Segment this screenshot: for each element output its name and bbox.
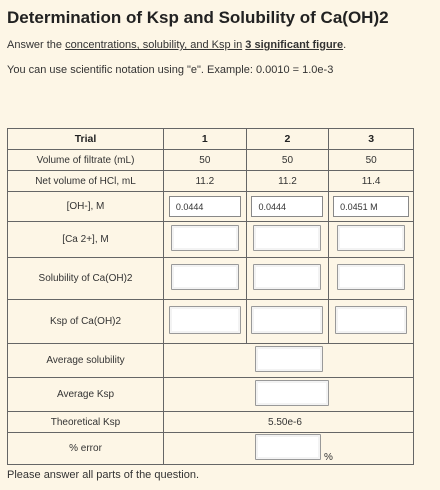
instructions-link-text: concentrations, solubility, and Ksp in [65,39,243,51]
header-trial: Trial [8,129,164,150]
results-table [7,128,414,465]
average-ksp-input[interactable] [255,380,329,406]
header-trial-3: 3 [329,129,414,150]
solubility-trial-1-input[interactable] [171,264,239,290]
table-row [8,171,414,192]
hcl-trial-2: 11.2 [246,171,329,192]
percent-error-input[interactable] [255,434,321,460]
instructions-sig-figs: 3 significant figure [245,39,344,51]
filtrate-trial-2: 50 [246,150,329,171]
ca-trial-2-input[interactable] [253,225,321,251]
solubility-trial-2-input[interactable] [253,264,321,290]
oh-trial-1-value: 0.0444 [169,196,241,217]
ca-trial-3-input[interactable] [337,225,405,251]
table-row [8,192,414,222]
table-row [8,222,414,258]
theoretical-ksp-value: 5.50e-6 [164,412,414,433]
hcl-trial-3: 11.4 [329,171,414,192]
filtrate-trial-3: 50 [329,150,414,171]
row-label-percent-error: % error [8,433,164,465]
table-row [8,150,414,171]
row-label-ksp: Ksp of Ca(OH)2 [8,300,164,344]
header-trial-1: 1 [164,129,247,150]
row-label-avg-ksp: Average Ksp [8,378,164,412]
table-header-row [8,129,414,150]
row-label-hcl: Net volume of HCl, mL [8,171,164,192]
instructions-suffix: . [343,39,347,51]
table-row [8,412,414,433]
ksp-trial-3-input[interactable] [335,306,407,334]
average-solubility-input[interactable] [255,346,323,372]
page-title: Determination of Ksp and Solubility of Ca(OH)2 [7,8,389,27]
ksp-trial-2-input[interactable] [251,306,323,334]
percent-unit: % [324,451,333,463]
row-label-avg-solubility: Average solubility [8,344,164,378]
ca-trial-1-input[interactable] [171,225,239,251]
instructions-line-1 [7,39,346,51]
table-row [8,344,414,378]
row-label-ca: [Ca 2+], M [8,222,164,258]
oh-trial-2-value: 0.0444 [251,196,323,217]
row-label-theoretical-ksp: Theoretical Ksp [8,412,164,433]
header-trial-2: 2 [246,129,329,150]
hcl-trial-1: 11.2 [164,171,247,192]
table-row [8,433,414,465]
table-row [8,258,414,300]
oh-trial-3-value: 0.0451 M [333,196,409,217]
footer-note: Please answer all parts of the question. [7,469,200,481]
instructions-line-2: You can use scientific notation using "e". Example: 0.0010 = 1.0e-3 [7,64,334,76]
table-row [8,378,414,412]
row-label-solubility: Solubility of Ca(OH)2 [8,258,164,300]
row-label-filtrate: Volume of filtrate (mL) [8,150,164,171]
filtrate-trial-1: 50 [164,150,247,171]
ksp-trial-1-input[interactable] [169,306,241,334]
solubility-trial-3-input[interactable] [337,264,405,290]
row-label-oh: [OH-], M [8,192,164,222]
instructions-prefix: Answer the [7,39,66,51]
table-row [8,300,414,344]
